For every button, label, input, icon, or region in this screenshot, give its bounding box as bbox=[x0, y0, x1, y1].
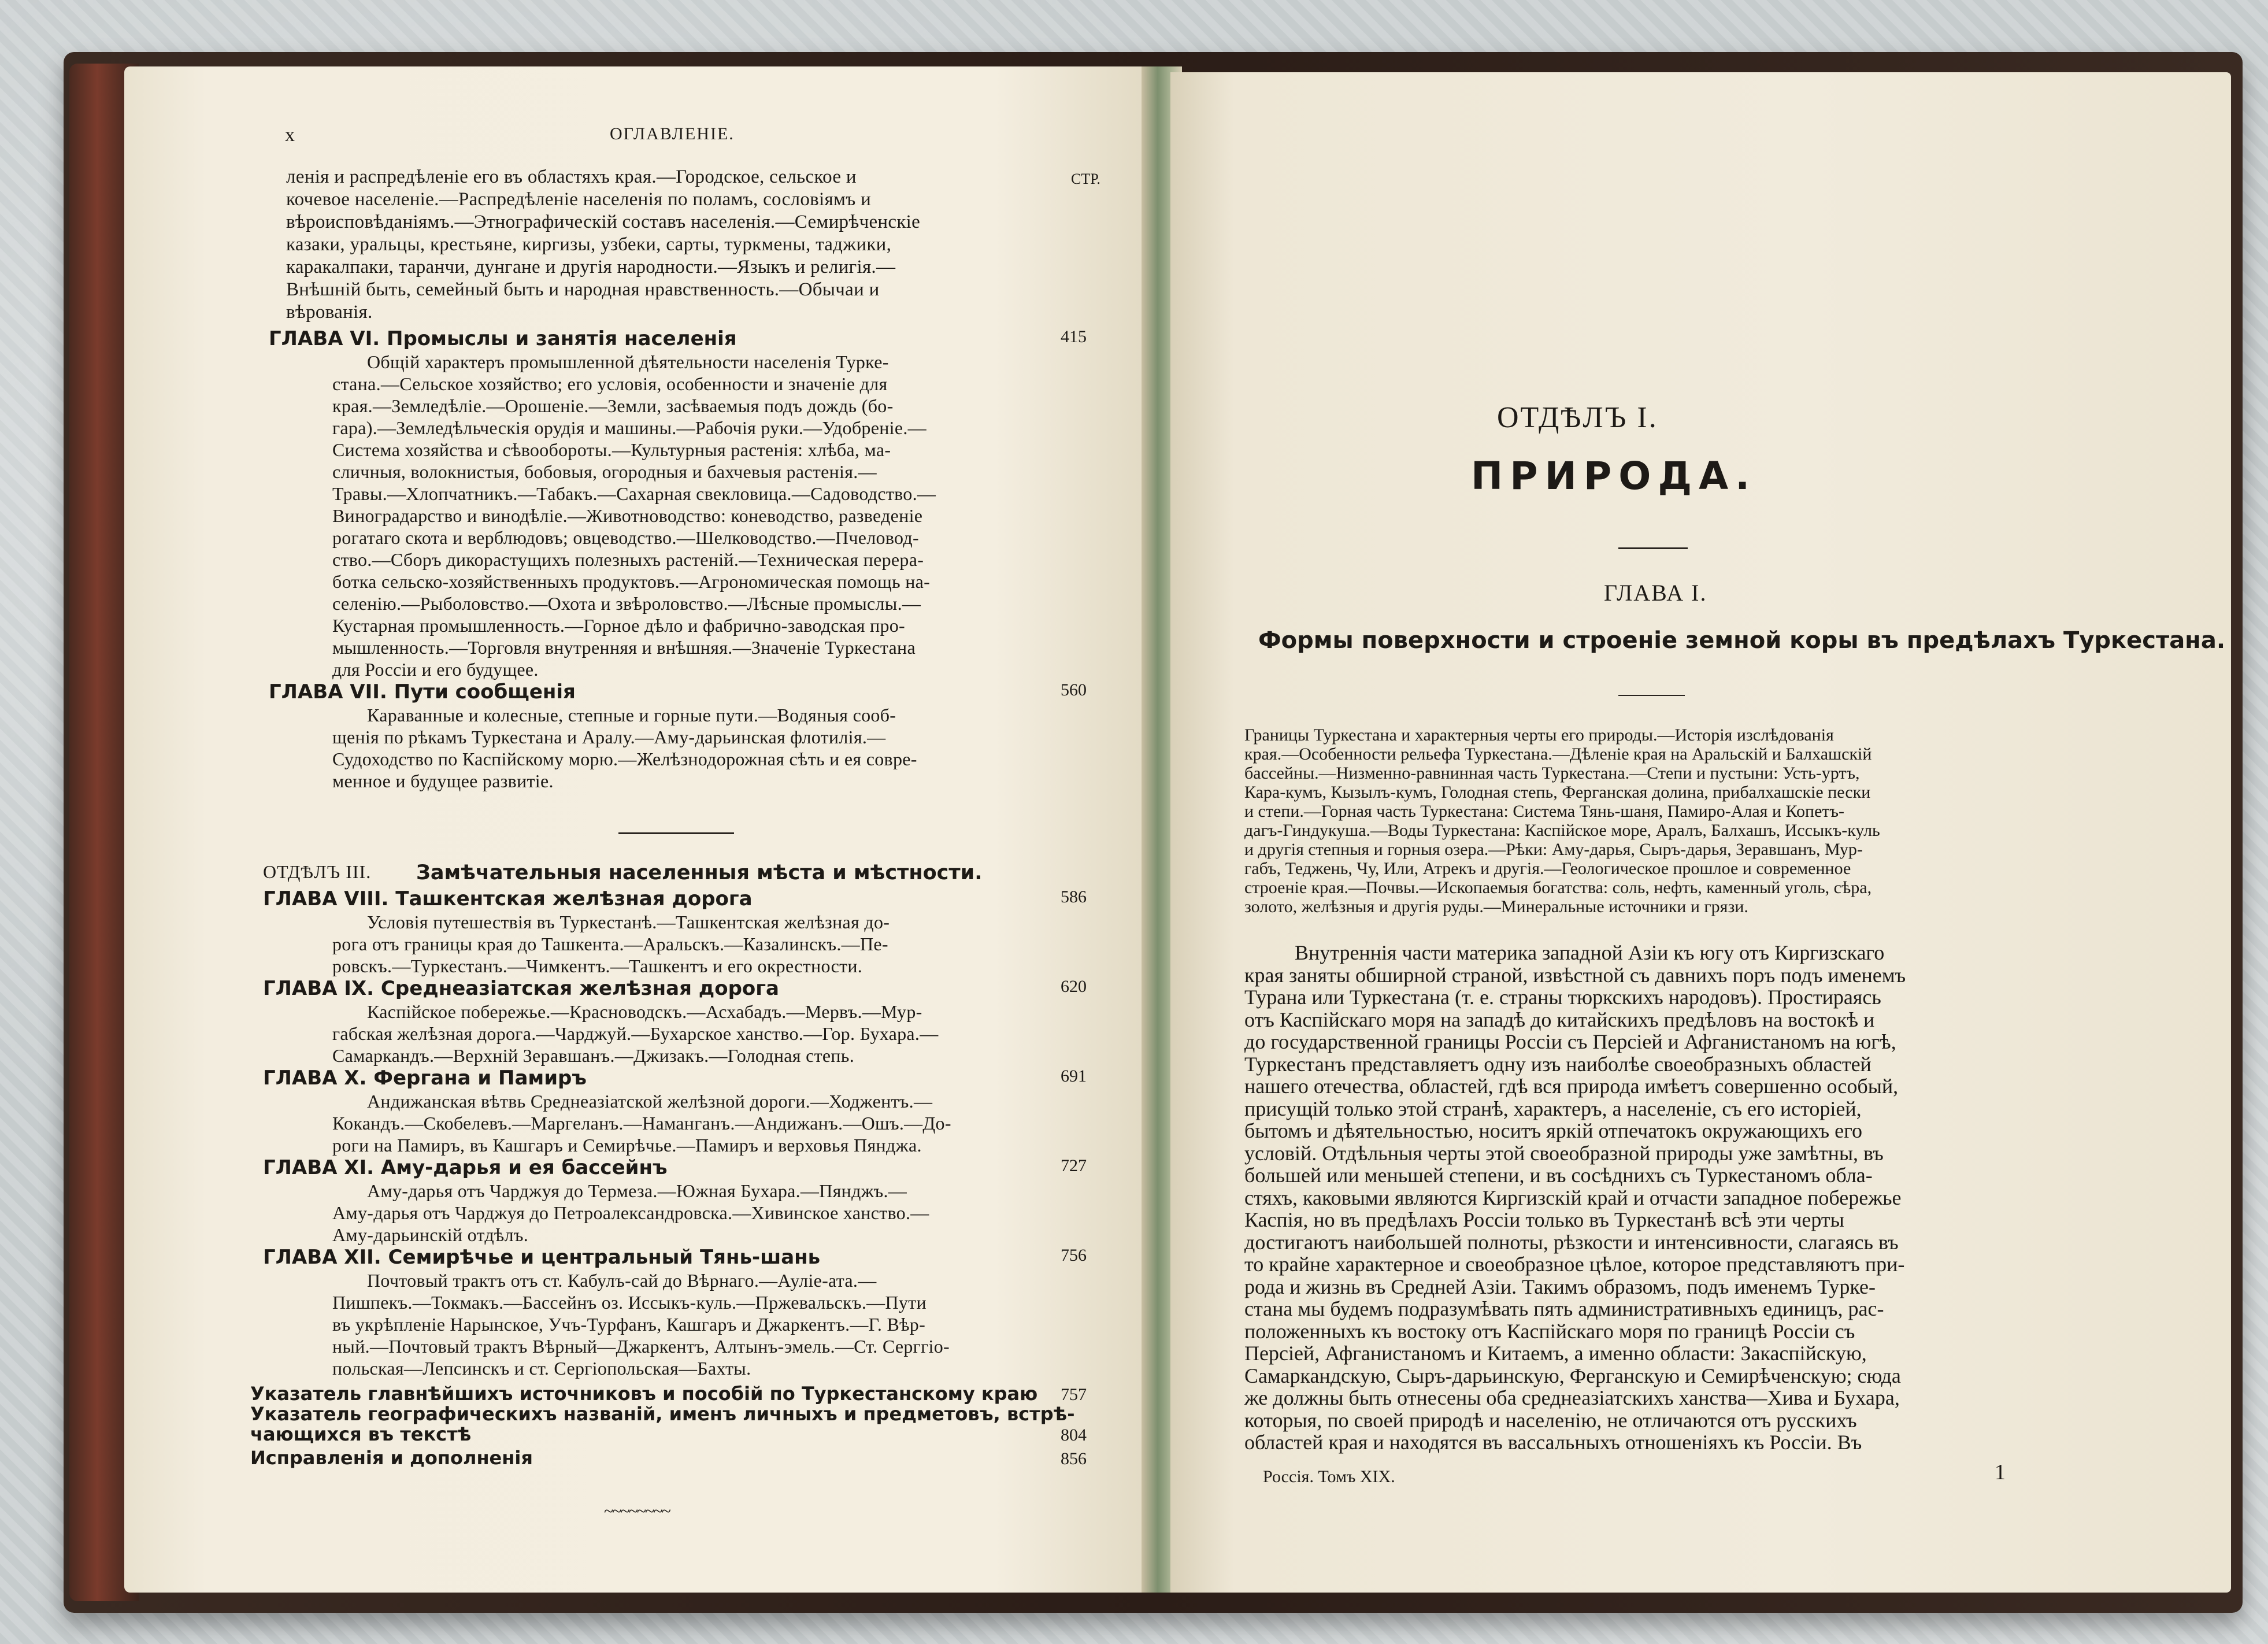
body-text-line: отъ Каспійскаго моря на западѣ до китайскихъ предѣловъ на востокѣ и bbox=[1244, 1008, 1875, 1031]
toc-text-line: Кустарная промышленность.—Горное дѣло и фабрично-заводская про- bbox=[332, 615, 906, 636]
chapter-page-number: 620 bbox=[1061, 977, 1087, 996]
toc-text-line: рога отъ границы края до Ташкента.—Аральскъ.—Казалинскъ.—Пе- bbox=[332, 934, 888, 954]
toc-text-line: Караванные и колесные, степные и горные пути.—Водяныя сооб- bbox=[367, 705, 896, 725]
toc-text-line: Условія путешествія въ Туркестанѣ.—Ташкентская желѣзная до- bbox=[367, 912, 890, 932]
summary-text-line: строеніе края.—Почвы.—Ископаемыя богатства: соль, нефть, каменный уголь, сѣра, bbox=[1244, 878, 1872, 897]
toc-text-line: ный.—Почтовый трактъ Вѣрный—Джаркентъ, Алтынъ-эмель.—Ст. Серггіо- bbox=[332, 1336, 950, 1357]
body-text-line: областей края и находятся въ вассальныхъ отношеніяхъ къ Россіи. Въ bbox=[1244, 1431, 1862, 1454]
section-label: ОТДѢЛЪ I. bbox=[1497, 401, 1658, 434]
section-title: Замѣчательныя населенныя мѣста и мѣстности. bbox=[416, 861, 983, 884]
index-entry: Исправленія и дополненія bbox=[250, 1447, 533, 1469]
body-text-line: Самаркандскую, Сыръ-дарьинскую, Ферганскую и Семирѣченскую; сюда bbox=[1244, 1364, 1901, 1387]
body-text-line: нашего отечества, областей, гдѣ вся природа имѣетъ совершенно особый, bbox=[1244, 1075, 1899, 1098]
toc-text-line: Система хозяйства и сѣвообороты.—Культурныя растенія: хлѣба, ма- bbox=[332, 439, 891, 460]
summary-text-line: Границы Туркестана и характерныя черты его природы.—Исторія изслѣдованія bbox=[1244, 725, 1834, 745]
toc-text-line: края.—Земледѣліе.—Орошеніе.—Земли, засѣваемыя подъ дождь (бо- bbox=[332, 395, 894, 416]
decorative-squiggle: ~~~~~~~~ bbox=[604, 1502, 670, 1521]
page-column-label: СТР. bbox=[1071, 171, 1100, 187]
toc-text-line: вѣрованія. bbox=[286, 302, 373, 323]
divider bbox=[618, 832, 734, 834]
chapter-label: ГЛАВА I. bbox=[1604, 580, 1707, 606]
index-page-number: 757 bbox=[1061, 1385, 1087, 1404]
section-title: ПРИРОДА. bbox=[1471, 454, 1757, 498]
body-text-line: условій. Отдѣльныя черты этой своеобразной природы уже замѣтны, въ bbox=[1244, 1141, 1884, 1165]
toc-text-line: Самаркандъ.—Верхній Зеравшанъ.—Джизакъ.—Голодная степь. bbox=[332, 1045, 854, 1066]
summary-text-line: дагъ-Гиндукуша.—Воды Туркестана: Каспійское море, Аралъ, Балхашъ, Иссыкъ-куль bbox=[1244, 821, 1880, 840]
body-text-line: до государственной границы Россіи съ Персіей и Афганистаномъ на югѣ, bbox=[1244, 1030, 1896, 1053]
chapter-heading: ГЛАВА IX. Среднеазіатская желѣзная дорога bbox=[263, 977, 779, 1000]
toc-text-line: ство.—Сборъ дикорастущихъ полезныхъ растеній.—Техническая перера- bbox=[332, 549, 924, 570]
toc-text-line: вѣроисповѣданіямъ.—Этнографическій составъ населенія.—Семирѣченскіе bbox=[286, 212, 921, 232]
summary-text-line: и степи.—Горная часть Туркестана: Система Тянь-шаня, Памиро-Алая и Копетъ- bbox=[1244, 802, 1845, 821]
body-text-line: Каспія, но въ предѣлахъ Россіи только въ Туркестанѣ всѣ эти черты bbox=[1244, 1208, 1844, 1231]
toc-text-line: Внѣшній быть, семейный быть и народная нравственность.—Обычаи и bbox=[286, 279, 880, 300]
body-text-line: Внутреннія части материка западной Азіи къ югу отъ Киргизскаго bbox=[1295, 941, 1885, 964]
body-text-line: которыя, по своей природѣ и населенію, не отличаются отъ русскихъ bbox=[1244, 1408, 1857, 1432]
body-text-line: края заняты обширной страной, извѣстной съ давнихъ поръ подъ именемъ bbox=[1244, 963, 1906, 987]
body-text-line: присущій только этой странѣ, характеръ, а населеніе, съ его исторіей, bbox=[1244, 1097, 1862, 1120]
body-text-line: Турана или Туркестана (т. е. страны тюркскихъ народовъ). Простираясь bbox=[1244, 986, 1881, 1009]
chapter-heading: ГЛАВА VI. Промыслы и занятія населенія bbox=[269, 327, 737, 350]
right-page bbox=[1170, 72, 2231, 1593]
summary-text-line: края.—Особенности рельефа Туркестана.—Дѣленіе края на Аральскій и Балхашскій bbox=[1244, 745, 1872, 764]
summary-text-line: Кара-кумъ, Кызылъ-кумъ, Голодная степь, Ферганская долина, прибалхашскіе пески bbox=[1244, 783, 1871, 802]
toc-text-line: казаки, уральцы, крестьяне, киргизы, узбеки, сарты, туркмены, таджики, bbox=[286, 234, 892, 255]
toc-text-line: для Россіи и его будущее. bbox=[332, 659, 539, 680]
toc-text-line: каракалпаки, таранчи, дунгане и другія народности.—Языкъ и религія.— bbox=[286, 257, 896, 277]
toc-text-line: габская желѣзная дорога.—Чарджуй.—Бухарское ханство.—Гор. Бухара.— bbox=[332, 1023, 939, 1044]
toc-text-line: ботка сельско-хозяйственныхъ продуктовъ.—Агрономическая помощь на- bbox=[332, 571, 931, 592]
toc-text-line: роги на Памиръ, въ Кашгаръ и Семирѣчье.—Памиръ и верховья Пянджа. bbox=[332, 1135, 922, 1156]
toc-text-line: Виноградарство и винодѣліе.—Животноводство: коневодство, разведеніе bbox=[332, 505, 923, 526]
summary-text-line: бассейны.—Низменно-равнинная часть Туркестана.—Степи и пустыни: Усть-уртъ, bbox=[1244, 764, 1860, 783]
toc-text-line: мышленность.—Торговля внутренняя и внѣшняя.—Значеніе Туркестана bbox=[332, 637, 916, 658]
toc-text-line: менное и будущее развитіе. bbox=[332, 771, 554, 791]
body-text-line: Персіей, Афганистаномъ и Китаемъ, а именно области: Закаспійскую, bbox=[1244, 1342, 1867, 1365]
toc-text-line: Аму-дарьинскій отдѣлъ. bbox=[332, 1224, 529, 1245]
chapter-page-number: 560 bbox=[1061, 680, 1087, 699]
body-text-line: бытомъ и дѣятельностью, носитъ яркій отпечатокъ окружающихъ его bbox=[1244, 1119, 1862, 1142]
toc-text-line: польская—Лепсинскъ и ст. Сергіопольская—Бахты. bbox=[332, 1358, 751, 1379]
toc-text-line: Аму-дарья отъ Чарджуя до Петроалександровска.—Хивинское ханство.— bbox=[332, 1202, 929, 1223]
index-entry: Указатель главнѣйшихъ источниковъ и пособій по Туркестанскому краю bbox=[250, 1383, 1038, 1405]
footer-page-number: 1 bbox=[1995, 1460, 2006, 1484]
body-text-line: рода и жизнь въ Средней Азіи. Такимъ образомъ, подъ именемъ Турке- bbox=[1244, 1275, 1876, 1298]
body-text-line: стана мы будемъ подразумѣвать пять административныхъ единицъ, рас- bbox=[1244, 1297, 1884, 1320]
toc-text-line: ленія и распредѣленіе его въ областяхъ края.—Городское, сельское и bbox=[286, 166, 857, 187]
left-page bbox=[124, 66, 1147, 1593]
summary-text-line: габъ, Теджень, Чу, Или, Атрекъ и другія.—Геологическое прошлое и современное bbox=[1244, 859, 1851, 878]
chapter-heading: ГЛАВА XII. Семирѣчье и центральный Тянь-шань bbox=[263, 1246, 821, 1269]
chapter-page-number: 586 bbox=[1061, 887, 1087, 906]
running-head: ОГЛАВЛЕНІЕ. bbox=[610, 124, 735, 143]
summary-text-line: и другія степныя и горныя озера.—Рѣки: Аму-дарья, Сыръ-дарья, Зеравшанъ, Мур- bbox=[1244, 840, 1863, 859]
chapter-heading: ГЛАВА VII. Пути сообщенія bbox=[269, 680, 576, 703]
body-text-line: же должны быть отнесены оба среднеазіатскихъ ханства—Хива и Бухара, bbox=[1244, 1386, 1900, 1409]
chapter-heading: ГЛАВА X. Фергана и Памиръ bbox=[263, 1067, 587, 1090]
index-entry: чающихся въ текстѣ bbox=[250, 1423, 472, 1445]
chapter-heading: ГЛАВА XI. Аму-дарья и ея бассейнъ bbox=[263, 1156, 668, 1179]
divider bbox=[1618, 695, 1685, 696]
body-text-line: большей или меньшей степени, и въ сосѣднихъ съ Туркестаномъ обла- bbox=[1244, 1164, 1873, 1187]
body-text-line: то крайне характерное и своеобразное цѣлое, которое представляютъ при- bbox=[1244, 1253, 1905, 1276]
toc-text-line: щенія по рѣкамъ Туркестана и Аралу.—Аму-дарьинская флотилія.— bbox=[332, 727, 886, 747]
body-text-line: положенныхъ къ востоку отъ Каспійскаго моря по границѣ Россіи съ bbox=[1244, 1319, 1855, 1343]
chapter-page-number: 691 bbox=[1061, 1067, 1087, 1086]
chapter-page-number: 756 bbox=[1061, 1246, 1087, 1265]
index-page-number: 804 bbox=[1061, 1425, 1087, 1445]
toc-text-line: Аму-дарья отъ Чарджуя до Термеза.—Южная Бухара.—Пянджъ.— bbox=[367, 1180, 907, 1201]
summary-text-line: золото, желѣзныя и другія руды.—Минеральные источники и грязи. bbox=[1244, 897, 1748, 916]
toc-text-line: кочевое населеніе.—Распредѣленіе населенія по поламъ, сословіямъ и bbox=[286, 189, 872, 210]
chapter-page-number: 727 bbox=[1061, 1156, 1087, 1175]
toc-text-line: селенію.—Рыболовство.—Охота и звѣроловство.—Лѣсные промыслы.— bbox=[332, 593, 921, 614]
body-text-line: достигаютъ наибольшей полноты, рѣзкости и интенсивности, слагаясь въ bbox=[1244, 1230, 1899, 1254]
toc-text-line: Почтовый трактъ отъ ст. Кабулъ-сай до Вѣрнаго.—Ауліе-ата.— bbox=[367, 1270, 877, 1291]
toc-text-line: Андижанская вѣтвь Среднеазіатской желѣзной дороги.—Ходжентъ.— bbox=[367, 1091, 933, 1112]
toc-text-line: Каспійское побережье.—Красноводскъ.—Асхабадъ.—Мервъ.—Мур- bbox=[367, 1001, 922, 1022]
toc-text-line: гара).—Земледѣльческія орудія и машины.—Рабочія руки.—Удобреніе.— bbox=[332, 417, 927, 438]
toc-text-line: Кокандъ.—Скобелевъ.—Маргеланъ.—Наманганъ.—Андижанъ.—Ошъ.—До- bbox=[332, 1113, 951, 1134]
toc-text-line: рогатаго скота и верблюдовъ; овцеводство.—Шелководство.—Пчеловод- bbox=[332, 527, 919, 548]
section-label: ОТДѢЛЪ III. bbox=[263, 861, 372, 882]
toc-text-line: Судоходство по Каспійскому морю.—Желѣзнодорожная сѣть и ея совре- bbox=[332, 749, 917, 769]
index-page-number: 856 bbox=[1061, 1449, 1087, 1468]
body-text-line: Туркестанъ представляетъ одну изъ наиболѣе своеобразныхъ областей bbox=[1244, 1052, 1872, 1076]
toc-text-line: Травы.—Хлопчатникъ.—Табакъ.—Сахарная свекловица.—Садоводство.— bbox=[332, 483, 936, 504]
body-text-line: стяхъ, каковыми являются Киргизскій край и отчасти западное побережье bbox=[1244, 1186, 1902, 1209]
toc-text-line: Общій характеръ промышленной дѣятельности населенія Турке- bbox=[367, 351, 889, 372]
chapter-page-number: 415 bbox=[1061, 327, 1087, 346]
footer-volume: Россія. Томъ XIX. bbox=[1263, 1467, 1395, 1486]
toc-text-line: въ укрѣпленіе Нарынское, Учъ-Турфанъ, Кашгаръ и Джаркентъ.—Г. Вѣр- bbox=[332, 1314, 926, 1335]
toc-text-line: Пишпекъ.—Токмакъ.—Бассейнъ оз. Иссыкъ-куль.—Пржевальскъ.—Пути bbox=[332, 1292, 927, 1313]
index-entry: Указатель географическихъ названій, именъ личныхъ и предметовъ, встрѣ- bbox=[250, 1403, 1075, 1425]
left-page-number: x bbox=[285, 124, 295, 146]
toc-text-line: ровскъ.—Туркестанъ.—Чимкентъ.—Ташкентъ и его окрестности. bbox=[332, 956, 863, 976]
divider bbox=[1618, 547, 1688, 549]
toc-text-line: стана.—Сельское хозяйство; его условія, особенности и значеніе для bbox=[332, 373, 888, 394]
chapter-title: Формы поверхности и строеніе земной коры въ предѣлахъ Туркестана. bbox=[1258, 627, 2226, 654]
chapter-heading: ГЛАВА VIII. Ташкентская желѣзная дорога bbox=[263, 887, 753, 910]
toc-text-line: сличныя, волокнистыя, бобовыя, огородныя и бахчевыя растенія.— bbox=[332, 461, 877, 482]
